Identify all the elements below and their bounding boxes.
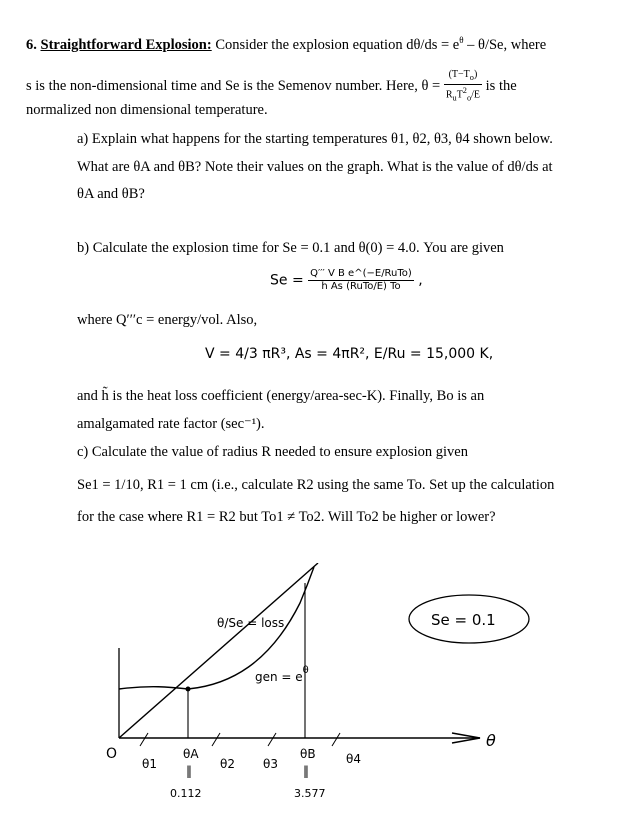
se-box-label: Se = 0.1 [431,611,496,629]
theta-b-label: θB [300,747,316,761]
line2-end: is the [485,78,517,94]
problem-header-line [26,35,546,54]
se-numerator: Q′′′ V B e^(−E/RuTo) [310,268,412,279]
part-c-line-1: c) Calculate the value of radius R needed to ensure explosion given [77,444,468,460]
theta-3-tick [268,733,276,746]
theta-num-end: ) [473,69,478,80]
part-a-line-1: a) Explain what happens for the starting temperatures θ1, θ2, θ3, θ4 shown below. [77,131,553,147]
intro-superscript: θ [459,35,464,45]
graph-svg [100,563,625,813]
part-a-line-3: θA and θB? [77,186,145,202]
theta-fraction [444,69,482,104]
x-axis-label: θ [486,731,496,750]
loss-line [119,563,318,738]
problem-line-2 [26,69,517,104]
problem-number: 6. [26,36,37,53]
theta-den: R [445,89,453,101]
theta-den-end: /E [471,89,481,101]
theta-den-sub: u [452,93,457,103]
theta-den-mid: T [456,89,463,101]
theta-num-sub: o [469,73,474,82]
theta-b-equals: ‖ [303,764,309,778]
intro-end: – θ/Se, where [467,36,547,53]
theta-1-tick [140,733,148,746]
volume-equation: V = 4/3 πR³, As = 4πR², E/Ru = 15,000 K, [205,346,494,362]
origin-label: O [106,746,118,762]
part-a-line-2: What are θA and θB? Note their values on the graph. What is the value of dθ/ds at [77,159,553,175]
part-c-line-3: for the case where R1 = R2 but To1 ≠ To2. Will To2 be higher or lower? [77,509,496,525]
theta-4-label: θ4 [346,752,361,766]
theta-den-sup: 2 [462,86,467,95]
part-b-where: where Q′′′c = energy/vol. Also, [77,312,258,328]
line2-text: s is the non-dimensional time and Se is the Semenov number. Here, θ = [26,78,441,94]
semenov-equation [270,268,423,293]
theta-den-sub2: o [466,93,472,103]
theta-3-label: θ3 [263,757,278,771]
theta-4-tick [332,733,340,746]
theta-a-value: 0.112 [170,787,202,800]
gen-label: gen = $e^\theta$ [255,665,309,684]
se-denominator: h̃ As (RuTo/E) To [321,281,401,292]
se-fraction [308,268,414,293]
intro-text: Consider the explosion equation dθ/ds = e [215,36,460,53]
part-b-and-line-1: and h̃ is the heat loss coefficient (energy/area-sec-K). Finally, Bo is an [77,388,485,404]
theta-2-label: θ2 [220,757,235,771]
theta-2-tick [212,733,220,746]
se-comma: , [418,272,423,289]
theta-b-value: 3.577 [294,787,326,800]
se-lhs: Se = [270,272,304,289]
theta-a-label: θA [183,747,199,761]
theta-num: (T−T [448,69,470,80]
intersection-a-dot [186,687,191,692]
theta-1-label: θ1 [142,757,157,771]
part-c-line-2: Se1 = 1/10, R1 = 1 cm (i.e., calculate R2 using the same To. Set up the calculation [77,477,555,493]
problem-line-3: normalized non dimensional temperature. [26,102,268,118]
theta-a-equals: ‖ [186,764,192,778]
loss-label: θ/Se = loss [217,616,285,630]
problem-title: Straightforward Explosion: [40,36,212,53]
handdrawn-graph [100,563,625,813]
part-b-line-1: b) Calculate the explosion time for Se = 0.1 and θ(0) = 4.0. You are given [77,240,504,256]
part-b-and-line-2: amalgamated rate factor (sec⁻¹). [77,416,265,432]
